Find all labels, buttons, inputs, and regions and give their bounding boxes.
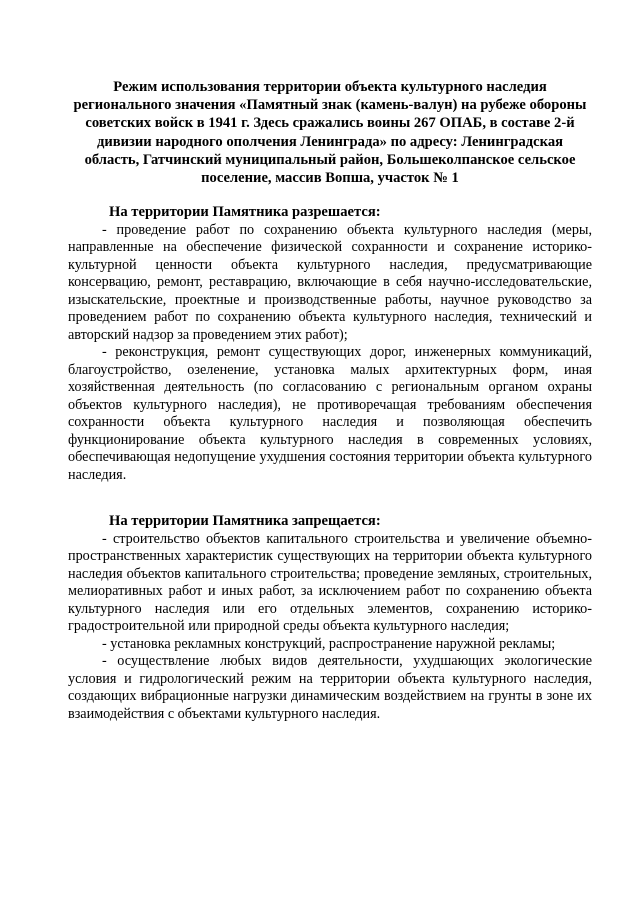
forbidden-item-2: - установка рекламных конструкций, распространение наружной рекламы; (102, 635, 556, 652)
forbidden-section (68, 513, 592, 723)
document-title: Режим использования территории объекта культурного наследия регионального значения «Памятный знак (камень-валун) на рубеже обороны советских войск в 1941 г. Здесь сражались воины 267 ОПАБ, в составе 2-й дивизии народного ополчения Ленинграда» по адресу: Ленинградская область, Гатчинский муниципальный район, Большеколпанское сельское поселение, массив Вопша, участок № 1 (73, 79, 587, 187)
allowed-item-2: - реконструкция, ремонт существующих дорог, инженерных коммуникаций, благоустройство, озеленение, установка малых архитектурных форм, иная хозяйственная деятельность (по согласованию с региональным органом охраны объектов культурного наследия), не противоречащая требованиям обеспечения сохранности объекта культурного наследия и позволяющая обеспечить функционирование объекта культурного наследия в современных условиях, обеспечивающая недопущение ухудшения состояния территории объекта культурного наследия. (68, 344, 592, 483)
allowed-heading: На территории Памятника разрешается: (109, 204, 381, 221)
allowed-item-1: - проведение работ по сохранению объекта культурного наследия (меры, направленные на обеспечение физической сохранности и сохранение историко-культурной ценности объекта культурного наследия, предусматривающие консервацию, ремонт, реставрацию, включающие в себя научно-исследовательские, изыскательские, проектные и производственные работы, научное руководство за проведением работ по сохранению объекта культурного наследия, технический и авторский надзор за проведением этих работ); (68, 221, 592, 343)
forbidden-heading: На территории Памятника запрещается: (109, 513, 381, 530)
document-page (68, 78, 592, 723)
allowed-section (68, 204, 592, 484)
forbidden-item-1: - строительство объектов капитального строительства и увеличение объемно-пространственных характеристик существующих на территории объекта культурного наследия объектов капитального строительства; проведение земляных, строительных, мелиоративных работ и иных работ, за исключением работ по сохранению объекта культурного наследия или его отдельных элементов, сохранению историко-градостроительной или природной среды объекта культурного наследия; (68, 530, 592, 635)
forbidden-item-3: - осуществление любых видов деятельности, ухудшающих экологические условия и гидрологический режим на территории объекта культурного наследия, создающих вибрационные нагрузки динамическим воздействием на грунты в зоне их взаимодействия с объектами культурного наследия. (68, 653, 592, 722)
